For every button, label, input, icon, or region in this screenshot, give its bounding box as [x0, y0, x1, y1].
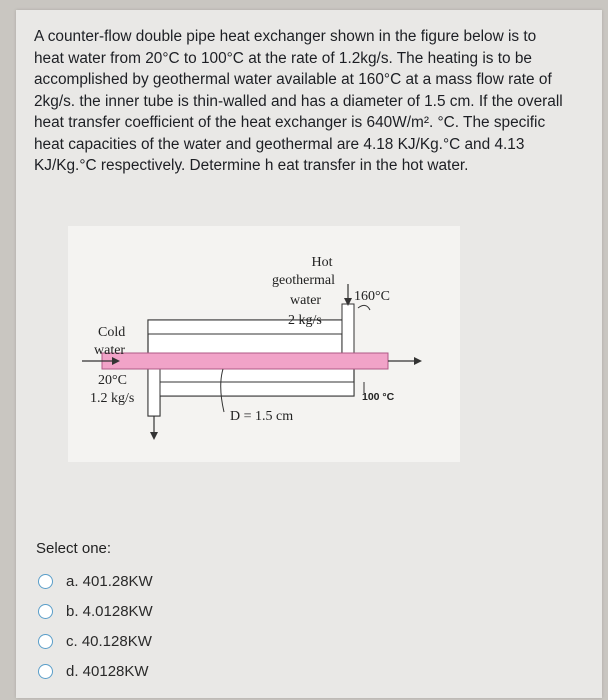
option-c[interactable]	[38, 626, 153, 656]
option-c-label[interactable]: c. 40.128KW	[66, 632, 152, 650]
hot-label-line2: geothermal	[272, 273, 335, 288]
hot-inlet-temp: 160°C	[354, 289, 390, 304]
option-d-label[interactable]: d. 40128KW	[66, 662, 149, 680]
inner-tube	[102, 353, 388, 369]
option-d[interactable]	[38, 656, 153, 686]
question-card	[16, 10, 602, 698]
hot-outlet-arrowhead	[414, 357, 422, 365]
cold-label-line1: Cold	[98, 325, 126, 340]
option-b[interactable]	[38, 596, 153, 626]
cold-inlet-temp: 20°C	[98, 373, 127, 388]
shell-bottom-wall	[160, 382, 354, 396]
cold-label-line2: water	[94, 343, 126, 358]
answer-options	[38, 566, 153, 686]
radio-d[interactable]	[38, 664, 53, 679]
hot-flow-rate: 2 kg/s	[288, 313, 322, 328]
radio-b[interactable]	[38, 604, 53, 619]
question-text: A counter-flow double pipe heat exchanger shown in the figure below is to heat water from 20°C to 100°C at the rate of 1.2kg/s. The heating is to be accomplished by geothermal water available at 160°C at a mass flow rate of 2kg/s. the inner tube is thin-walled and has a diameter of 1.5 cm. If the overall heat transfer coefficient of the heat exchanger is 640W/m². °C. The specific heat capacities of the water and geothermal are 4.18 KJ/Kg.°C and 4.13 KJ/Kg.°C respectively. Determine h eat transfer in the hot water.	[34, 28, 563, 174]
tube-diameter-label: D = 1.5 cm	[230, 409, 294, 424]
cold-flow-rate: 1.2 kg/s	[90, 391, 135, 406]
hot-label-line3: water	[290, 293, 322, 308]
select-one-prompt: Select one:	[36, 540, 112, 557]
heat-exchanger-figure	[68, 226, 460, 462]
radio-a[interactable]	[38, 574, 53, 589]
option-a-label[interactable]: a. 401.28KW	[66, 572, 153, 590]
radio-c[interactable]	[38, 634, 53, 649]
option-a[interactable]	[38, 566, 153, 596]
heat-exchanger-diagram	[68, 226, 460, 462]
hot-label-line1: Hot	[311, 255, 333, 270]
hot-temp-leader	[358, 305, 370, 310]
cold-outlet-temp: 100 °C	[362, 391, 395, 403]
shell-outlet-arrowhead	[150, 432, 158, 440]
option-b-label[interactable]: b. 4.0128KW	[66, 602, 153, 620]
